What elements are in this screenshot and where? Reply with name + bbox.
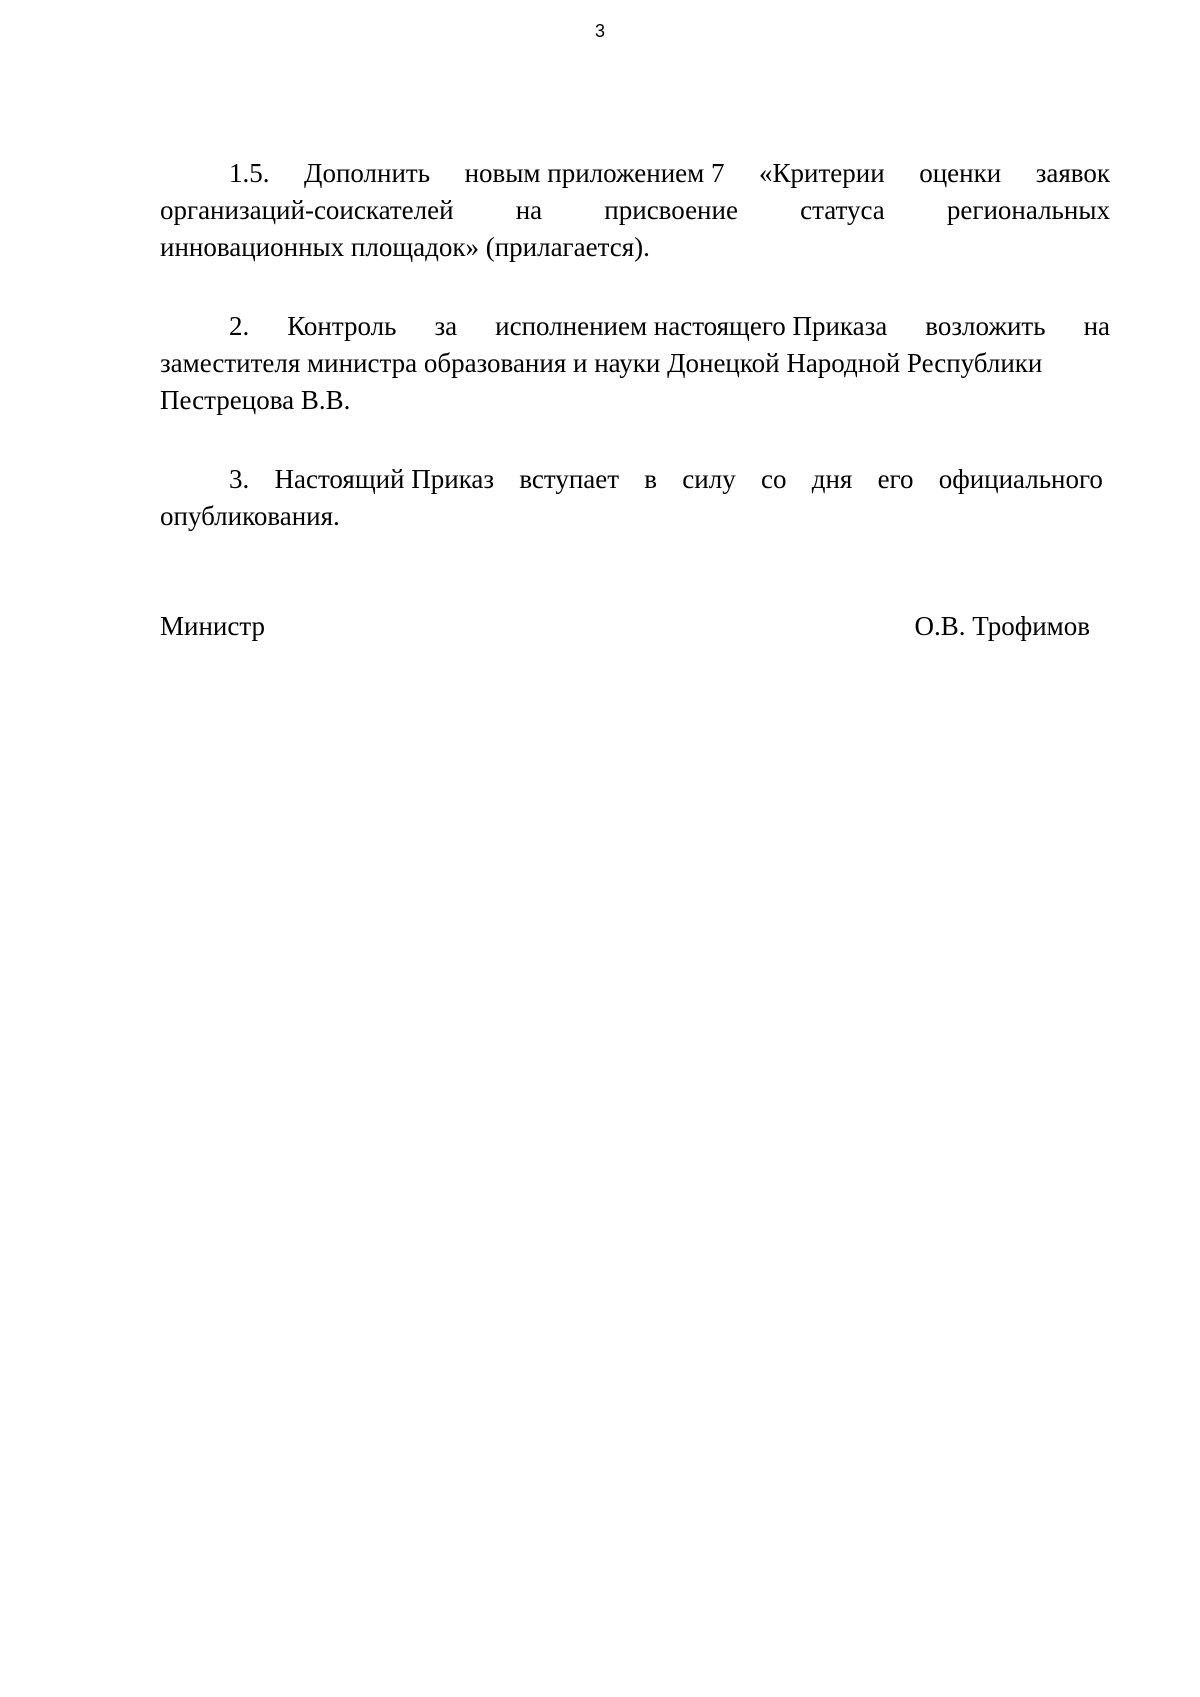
text-word: на (1083, 311, 1110, 341)
text-word: официального (938, 464, 1103, 494)
text-word: 1.5. (229, 158, 270, 188)
text-word: присвоение (604, 195, 738, 225)
text-word: организаций-соискателей (160, 195, 454, 225)
text-word: со (760, 464, 787, 494)
text-word: Пестрецова В.В. (160, 385, 351, 415)
text-word: заместителя министра образования и науки Донецкой Народной Республики (160, 348, 1043, 378)
text-word: дня (811, 464, 853, 494)
text-word: в (644, 464, 658, 494)
text-word: «Критерии (759, 158, 885, 188)
text-word: исполнением настоящего Приказа (495, 311, 888, 341)
text-word: на (515, 195, 543, 225)
signature-role: Министр (160, 611, 265, 641)
text-word: 2. (229, 311, 250, 341)
text-word: статуса (800, 195, 885, 225)
text-line (160, 345, 1110, 382)
text-word: возложить (925, 311, 1046, 341)
text-word: Контроль (287, 311, 397, 341)
text-word: оценки (919, 158, 1002, 188)
text-line (160, 229, 1110, 266)
signature-name: О.В. Трофимов (914, 611, 1090, 641)
text-word: опубликования. (160, 501, 340, 531)
text-line (160, 498, 1110, 535)
text-word: вступает (519, 464, 620, 494)
text-word: инновационных площадок» (прилагается). (160, 232, 650, 262)
text-word: Настоящий Приказ (274, 464, 495, 494)
text-word: за (434, 311, 458, 341)
text-word: 3. (229, 464, 250, 494)
text-line (229, 308, 1110, 345)
text-word: его (877, 464, 914, 494)
text-line (160, 382, 1110, 419)
text-line (229, 155, 1110, 192)
text-line (160, 192, 1110, 229)
page-number: 3 (594, 21, 605, 41)
text-line (229, 461, 1103, 498)
text-word: Дополнить (304, 158, 431, 188)
text-word: новым приложением 7 (464, 158, 725, 188)
text-word: региональных (946, 195, 1110, 225)
text-word: силу (682, 464, 736, 494)
text-word: заявок (1035, 158, 1110, 188)
